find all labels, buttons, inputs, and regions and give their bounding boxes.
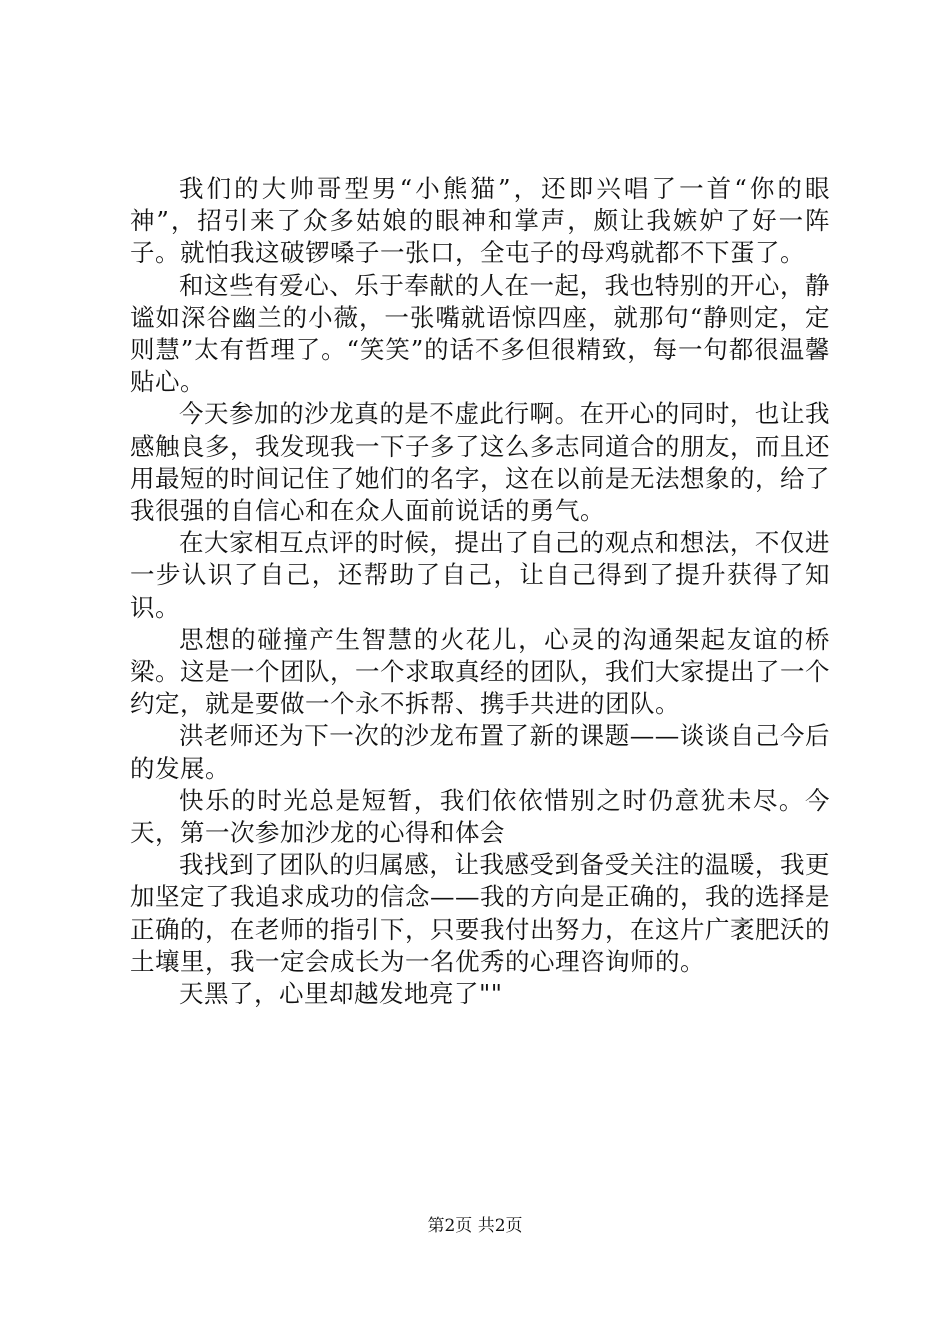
- paragraph-6: 洪老师还为下一次的沙龙布置了新的课题——谈谈自己今后的发展。: [130, 721, 830, 783]
- paragraph-4: 在大家相互点评的时候，提出了自己的观点和想法，不仅进一步认识了自己，还帮助了自己，让自己得到了提升获得了知识。: [130, 528, 830, 622]
- paragraph-8: 我找到了团队的归属感，让我感受到备受关注的温暖，我更加坚定了我追求成功的信念——我的方向是正确的，我的选择是正确的，在老师的指引下，只要我付出努力，在这片广袤肥沃的土壤里，我一定会成长为一名优秀的心理咨询师的。: [130, 850, 830, 976]
- paragraph-3: 今天参加的沙龙真的是不虚此行啊。在开心的同时，也让我感触良多，我发现我一下子多了这么多志同道合的朋友，而且还用最短的时间记住了她们的名字，这在以前是无法想象的，给了我很强的自信心和在众人面前说话的勇气。: [130, 399, 830, 526]
- paragraph-7: 快乐的时光总是短暂，我们依依惜别之时仍意犹未尽。今天，第一次参加沙龙的心得和体会: [130, 785, 830, 848]
- paragraph-5: 思想的碰撞产生智慧的火花儿，心灵的沟通架起友谊的桥梁。这是一个团队，一个求取真经的团队，我们大家提出了一个约定，就是要做一个永不拆帮、携手共进的团队。: [130, 624, 830, 719]
- page-footer: 第2页 共2页: [427, 1216, 523, 1236]
- paragraph-2: 和这些有爱心、乐于奉献的人在一起，我也特别的开心，静谧如深谷幽兰的小薇，一张嘴就语惊四座，就那句“静则定，定则慧”太有哲理了。“笑笑”的话不多但很精致，每一句都很温馨贴心。: [130, 270, 830, 397]
- paragraph-1: 我们的大帅哥型男“小熊猫”，还即兴唱了一首“你的眼神”，招引来了众多姑娘的眼神和掌声，颇让我嫉妒了好一阵子。就怕我这破锣嗓子一张口，全屯子的母鸡就都不下蛋了。: [130, 174, 830, 268]
- paragraph-9: 天黑了，心里却越发地亮了"": [179, 979, 503, 1009]
- document-body: [130, 173, 830, 1010]
